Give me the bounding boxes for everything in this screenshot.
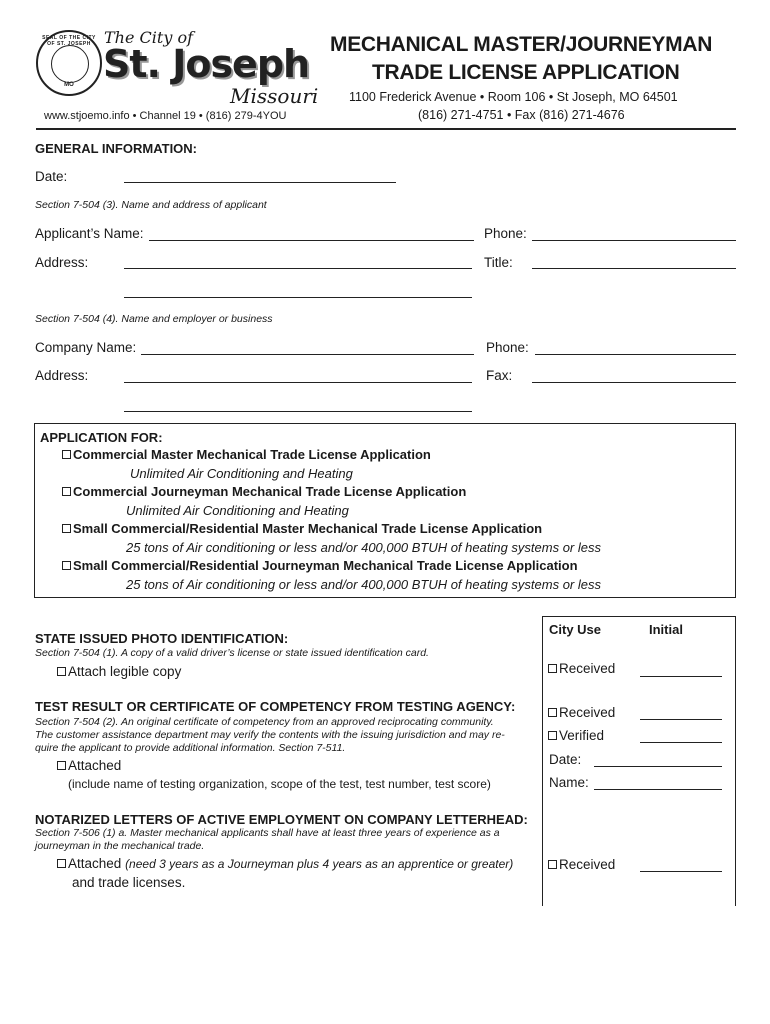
form-title-line1: MECHANICAL MASTER/JOURNEYMAN bbox=[330, 33, 713, 56]
office-phone-fax: (816) 271-4751 • Fax (816) 271-4676 bbox=[418, 108, 625, 122]
checkbox-icon[interactable] bbox=[62, 487, 71, 496]
initial-heading: Initial bbox=[649, 622, 683, 637]
received-test-initial[interactable] bbox=[640, 719, 722, 720]
option-label: Small Commercial/Residential Journeyman Mechanical Trade License Application bbox=[73, 558, 578, 573]
applicant-name-field[interactable] bbox=[149, 240, 474, 241]
applicant-address-field[interactable] bbox=[124, 268, 472, 269]
employment-attached-option[interactable]: Attached (need 3 years as a Journeyman plus 4 years as an apprentice or greater) bbox=[57, 856, 513, 871]
employment-heading: NOTARIZED LETTERS OF ACTIVE EMPLOYMENT ON COMPANY LETTERHEAD: bbox=[35, 812, 528, 827]
company-address-field-2[interactable] bbox=[124, 411, 472, 412]
city-seal-icon bbox=[36, 30, 102, 96]
applicant-phone-field[interactable] bbox=[532, 240, 736, 241]
employment-item-line2: and trade licenses. bbox=[72, 875, 186, 890]
verified-test[interactable]: Verified bbox=[548, 728, 604, 743]
applicant-section-note: Section 7-504 (3). Name and address of applicant bbox=[35, 199, 267, 211]
company-phone-field[interactable] bbox=[535, 354, 736, 355]
applicant-address-label: Address: bbox=[35, 255, 89, 270]
city-date-label: Date: bbox=[549, 752, 582, 767]
applicant-title-field[interactable] bbox=[532, 268, 736, 269]
option-label: Commercial Master Mechanical Trade License Application bbox=[73, 447, 431, 462]
checkbox-icon[interactable] bbox=[548, 664, 557, 673]
company-name-label: Company Name: bbox=[35, 340, 137, 355]
application-for-heading: APPLICATION FOR: bbox=[40, 430, 163, 445]
option-commercial-journeyman[interactable] bbox=[62, 484, 466, 499]
applicant-address-field-2[interactable] bbox=[124, 297, 472, 298]
general-info-heading: GENERAL INFORMATION: bbox=[35, 141, 198, 156]
applicant-title-label: Title: bbox=[484, 255, 513, 270]
applicant-phone-label: Phone: bbox=[484, 226, 527, 241]
employment-note-2: journeyman in the mechanical trade. bbox=[35, 840, 205, 852]
received-employment-initial[interactable] bbox=[640, 871, 722, 872]
checkbox-icon[interactable] bbox=[548, 860, 557, 869]
option-sub-text: Unlimited Air Conditioning and Heating bbox=[126, 503, 349, 518]
logo-missouri: Missouri bbox=[230, 84, 319, 108]
test-note-1: Section 7-504 (2). An original certificate of competency from an approved reciprocating community. bbox=[35, 716, 494, 728]
option-sub-text: Unlimited Air Conditioning and Heating bbox=[130, 466, 353, 481]
seal-bottom-text: MO bbox=[64, 82, 74, 88]
header-divider bbox=[36, 128, 736, 130]
received-employment[interactable]: Received bbox=[548, 857, 615, 872]
test-note-3: quire the applicant to provide additional information. Section 7-511. bbox=[35, 742, 346, 754]
checkbox-icon[interactable] bbox=[62, 524, 71, 533]
option-small-journeyman[interactable] bbox=[62, 558, 578, 573]
checkbox-icon[interactable] bbox=[62, 561, 71, 570]
city-name-label: Name: bbox=[549, 775, 589, 790]
form-title-line2: TRADE LICENSE APPLICATION bbox=[372, 61, 680, 84]
company-phone-label: Phone: bbox=[486, 340, 529, 355]
option-sub-text: 25 tons of Air conditioning or less and/or 400,000 BTUH of heating systems or less bbox=[126, 540, 601, 555]
company-fax-field[interactable] bbox=[532, 382, 736, 383]
date-label: Date: bbox=[35, 169, 68, 184]
test-detail: (include name of testing organization, scope of the test, test number, test score) bbox=[68, 777, 491, 791]
received-photo-initial[interactable] bbox=[640, 676, 722, 677]
company-name-field[interactable] bbox=[141, 354, 474, 355]
checkbox-icon[interactable] bbox=[57, 859, 66, 868]
seal-top-text: SEAL OF THE CITY OF ST. JOSEPH bbox=[42, 35, 96, 47]
logo-the-city: The City of bbox=[104, 28, 193, 47]
checkbox-icon[interactable] bbox=[62, 450, 71, 459]
option-sub-text: 25 tons of Air conditioning or less and/or 400,000 BTUH of heating systems or less bbox=[126, 577, 601, 592]
option-label: Commercial Journeyman Mechanical Trade License Application bbox=[73, 484, 467, 499]
website-line: www.stjoemo.info • Channel 19 • (816) 279-4YOU bbox=[44, 110, 287, 122]
verified-test-initial[interactable] bbox=[640, 742, 722, 743]
test-heading: TEST RESULT OR CERTIFICATE OF COMPETENCY FROM TESTING AGENCY: bbox=[35, 699, 516, 714]
company-fax-label: Fax: bbox=[486, 368, 513, 383]
employment-item-detail: (need 3 years as a Journeyman plus 4 years as an apprentice or greater) bbox=[125, 857, 514, 871]
company-address-field[interactable] bbox=[124, 382, 472, 383]
company-section-note: Section 7-504 (4). Name and employer or business bbox=[35, 313, 273, 325]
city-date-field[interactable] bbox=[594, 766, 722, 767]
option-small-master[interactable] bbox=[62, 521, 542, 536]
checkbox-icon[interactable] bbox=[548, 731, 557, 740]
checkbox-icon[interactable] bbox=[57, 761, 66, 770]
employment-note-1: Section 7-506 (1) a. Master mechanical applicants shall have at least three years of experience as a bbox=[35, 827, 500, 839]
attach-copy-option[interactable]: Attach legible copy bbox=[57, 664, 181, 679]
city-use-heading: City Use bbox=[549, 622, 602, 637]
city-name-field[interactable] bbox=[594, 789, 722, 790]
applicant-name-label: Applicant’s Name: bbox=[35, 226, 144, 241]
company-address-label: Address: bbox=[35, 368, 89, 383]
checkbox-icon[interactable] bbox=[57, 667, 66, 676]
test-note-2: The customer assistance department may verify the contents with the issuing jurisdiction and may re- bbox=[35, 729, 505, 741]
date-field[interactable] bbox=[124, 182, 396, 183]
photo-id-heading: STATE ISSUED PHOTO IDENTIFICATION: bbox=[35, 631, 289, 646]
option-label: Small Commercial/Residential Master Mechanical Trade License Application bbox=[73, 521, 543, 536]
received-test[interactable]: Received bbox=[548, 705, 615, 720]
photo-id-note: Section 7-504 (1). A copy of a valid driver’s license or state issued identification card. bbox=[35, 647, 429, 659]
option-commercial-master[interactable] bbox=[62, 447, 431, 462]
checkbox-icon[interactable] bbox=[548, 708, 557, 717]
received-photo[interactable]: Received bbox=[548, 661, 615, 676]
office-address: 1100 Frederick Avenue • Room 106 • St Joseph, MO 64501 bbox=[349, 90, 678, 104]
logo-st-joseph: St. Joseph bbox=[103, 42, 310, 86]
test-attached-option[interactable]: Attached bbox=[57, 758, 121, 773]
